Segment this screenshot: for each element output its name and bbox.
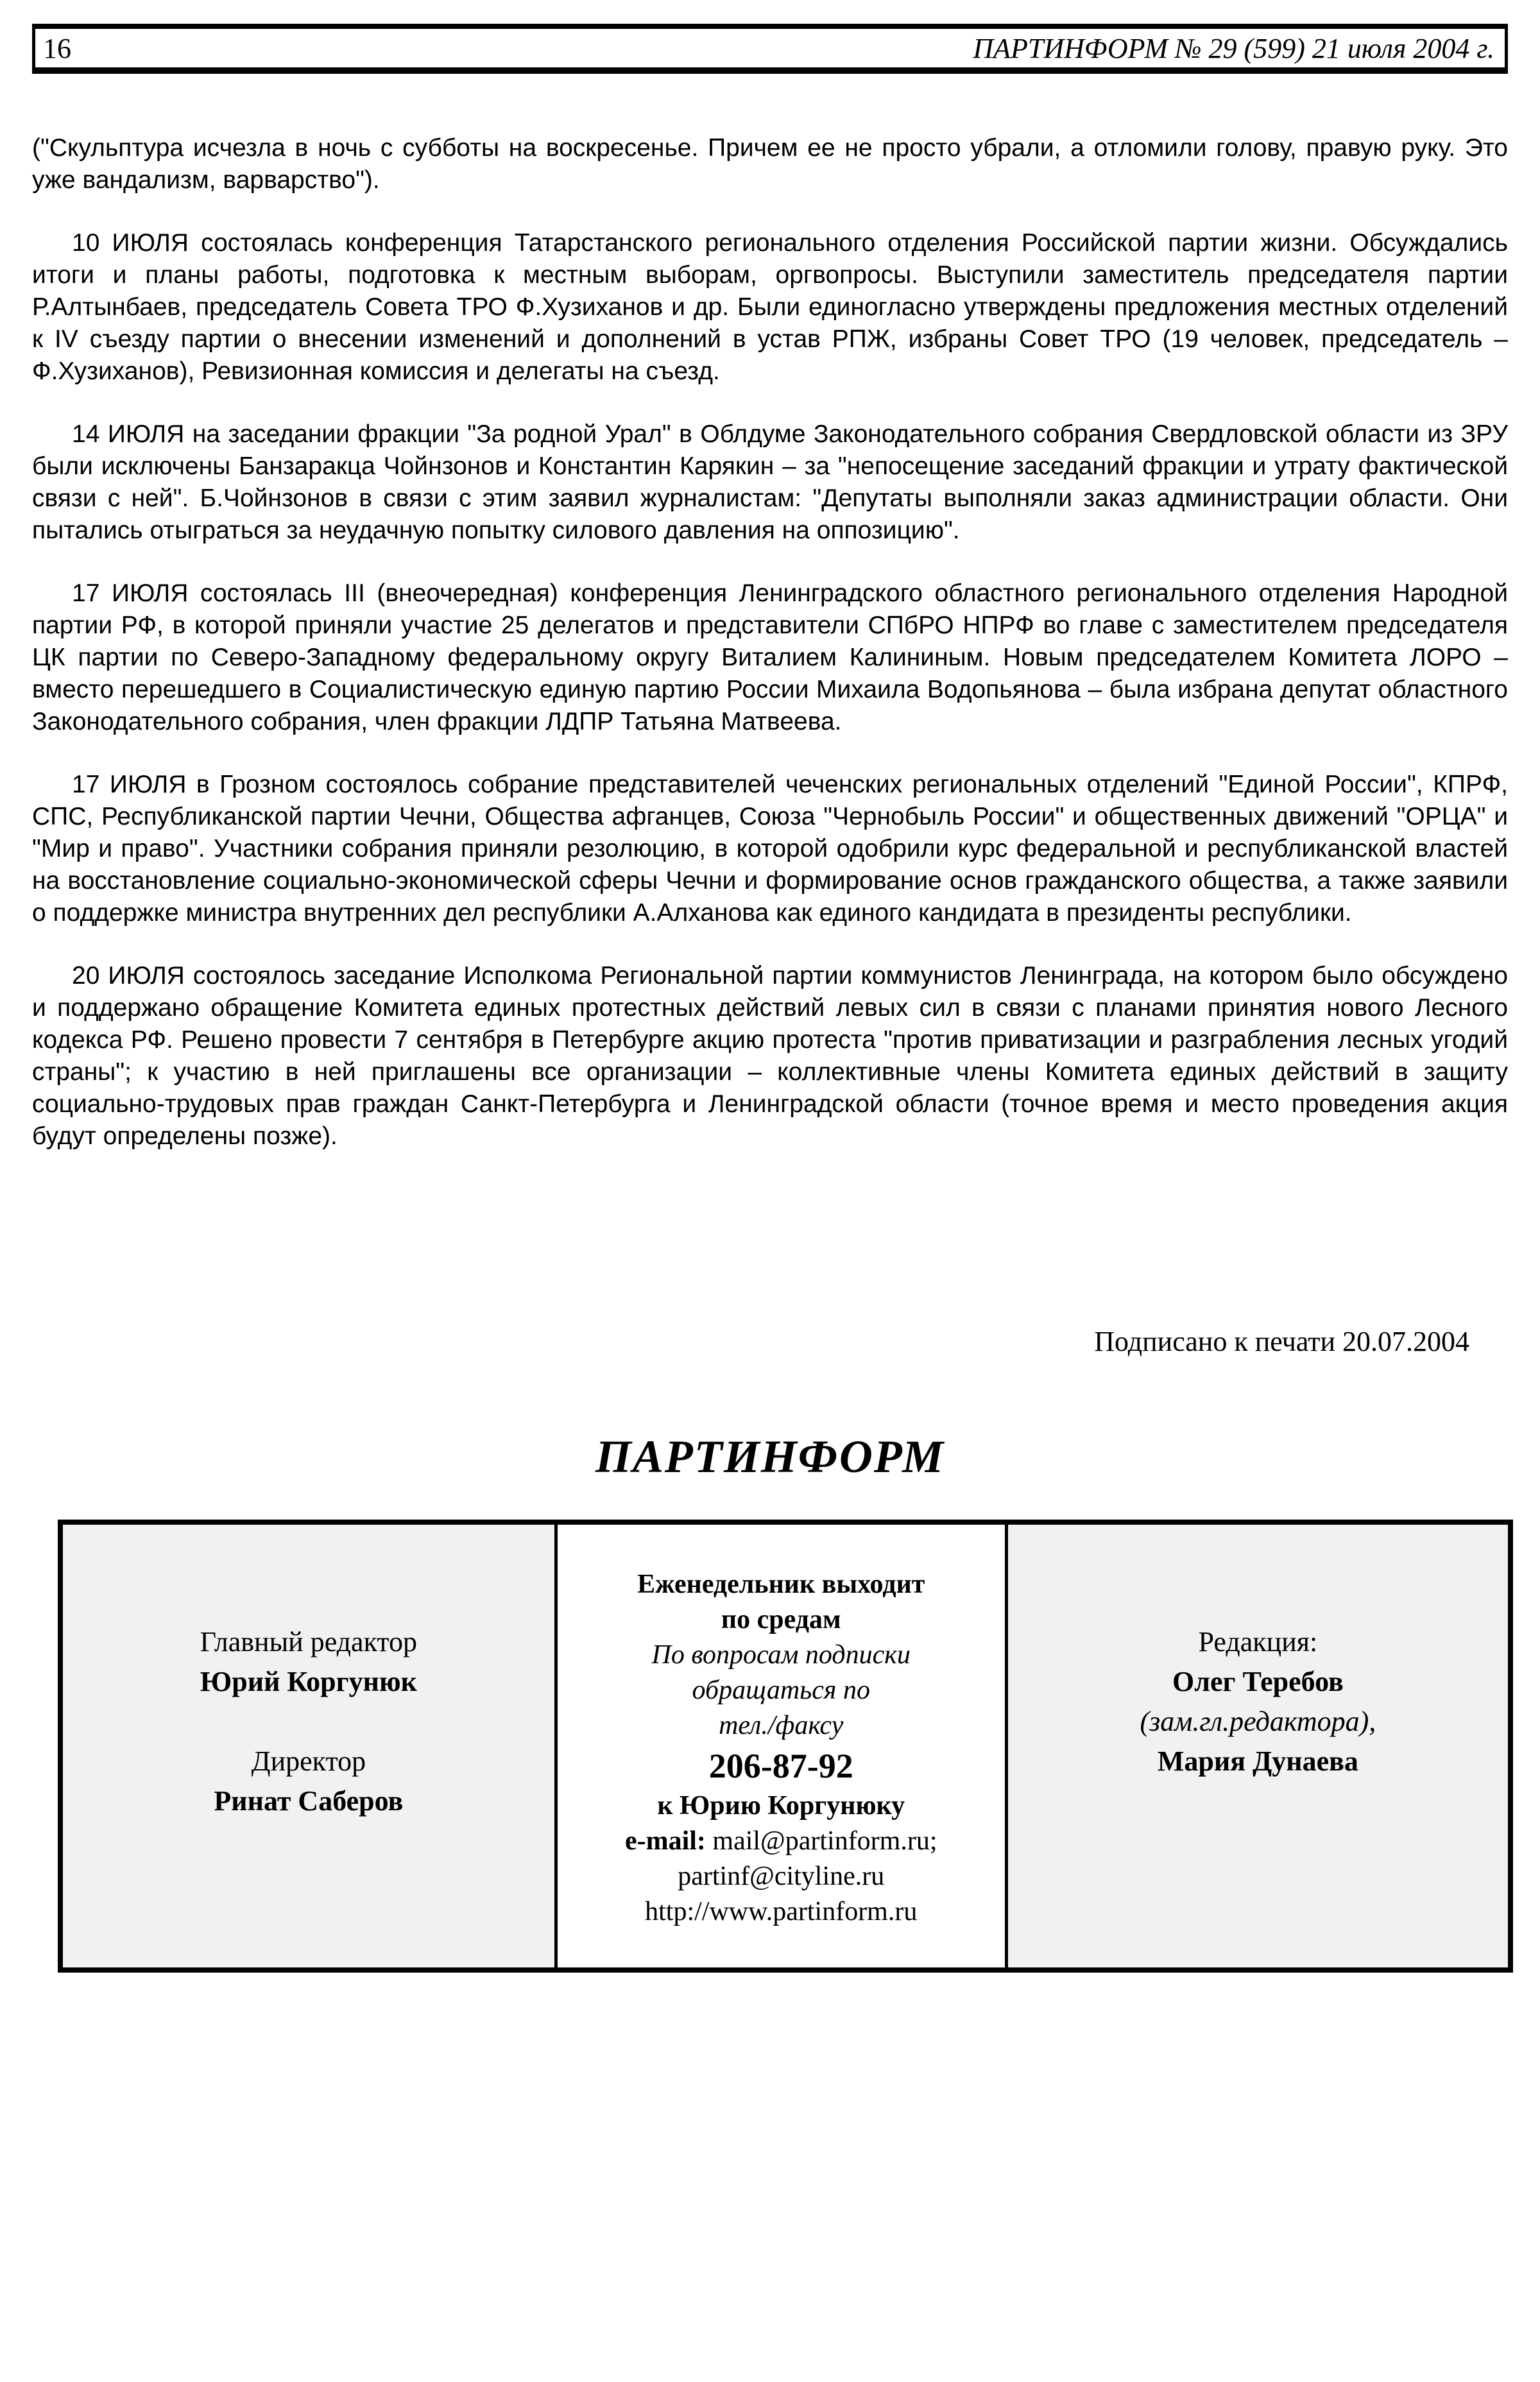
website-url: http://www.partinform.ru: [645, 1897, 918, 1926]
redaction-title: Редакция:: [1198, 1626, 1318, 1658]
footer-table: [58, 1520, 1513, 1973]
redaction-note: (зам.гл.редактора),: [1140, 1706, 1376, 1737]
paragraph-news-item: 14 ИЮЛЯ на заседании фракции "За родной Урал" в Облдуме Законодательного собрания Свердловской области из ЗРУ были исключены Банзаракца Чойнзонов и Константин Карякин – за "непосещение заседаний фракции и утрату фактической связи с ней". Б.Чойнзонов в связи с этим заявил журналистам: "Депутаты выполняли заказ администрации области. Они пытались отыграться за неудачную попытку силового давления на оппозицию".: [32, 420, 1508, 544]
paragraph-news-item: 20 ИЮЛЯ состоялось заседание Исполкома Региональной партии коммунистов Ленинграда, на котором было обсуждено и поддержано обращение Комитета единых протестных действий левых сил в связи с планами принятия нового Лесного кодекса РФ. Решено провести 7 сентября в Петербурге акцию протеста "против приватизации и разграбления лесных угодий страны"; к участию в ней приглашены все организации – коллективные члены Комитета единых действий в защиту социально-трудовых прав граждан Санкт-Петербурга и Ленинградской области (точное время и место проведения акция будут определены позже).: [32, 962, 1508, 1150]
print-signoff: Подписано к печати 20.07.2004: [1094, 1326, 1469, 1357]
director-role: Директор: [251, 1745, 366, 1777]
body-text: [32, 132, 1508, 1152]
page-header: [32, 24, 1508, 74]
email-address-secondary: partinf@cityline.ru: [678, 1862, 885, 1891]
contact-person: к Юрию Коргунюку: [657, 1791, 905, 1821]
email-line: [558, 1824, 1005, 1859]
redaction-name: Мария Дунаева: [1157, 1745, 1358, 1777]
subscription-line: обращаться по: [692, 1675, 870, 1705]
footer-cell-subscription: [554, 1525, 1008, 1967]
subscription-line: По вопросам подписки: [651, 1640, 911, 1670]
email-label: e-mail:: [624, 1826, 706, 1856]
editor-role: Главный редактор: [200, 1626, 418, 1658]
header-issue-title: ПАРТИНФОРМ № 29 (599) 21 июля 2004 г.: [973, 32, 1494, 64]
paragraph-news-item: 10 ИЮЛЯ состоялась конференция Татарстанского регионального отделения Российской партии жизни. Обсуждались итоги и планы работы, подготовка к местным выборам, оргвопросы. Выступили заместитель председателя партии Р.Алтынбаев, председатель Совета ТРО Ф.Хузиханов и др. Были единогласно утверждены предложения местных отделений к IV съезду партии о внесении изменений и дополнений в устав РПЖ, избраны Совет ТРО (19 человек, председатель – Ф.Хузиханов), Ревизионная комиссия и делегаты на съезд.: [32, 229, 1508, 385]
spacer: [63, 1702, 554, 1742]
footer-cell-redaction: [1008, 1525, 1508, 1967]
email-address: mail@partinform.ru;: [712, 1826, 937, 1856]
schedule-line: по средам: [721, 1605, 841, 1634]
footer-cell-editors: [63, 1525, 554, 1967]
masthead-title: ПАРТИНФОРМ: [595, 1431, 945, 1482]
schedule-line: Еженедельник выходит: [637, 1570, 925, 1599]
redaction-name: Олег Теребов: [1172, 1666, 1344, 1697]
paragraph-news-item: 17 ИЮЛЯ в Грозном состоялось собрание представителей чеченских региональных отделений "Единой России", КПРФ, СПС, Республиканской партии Чечни, Общества афганцев, Союза "Чернобыль России" и общественных движений "ОРЦА" и "Мир и право". Участники собрания приняли резолюцию, в которой одобрили курс федеральной и республиканской властей на восстановление социально-экономической сферы Чечни и формирование основ гражданского общества, а также заявили о поддержке министра внутренних дел республики А.Алханова как единого кандидата в президенты республики.: [32, 771, 1508, 927]
editor-name: Юрий Коргунюк: [200, 1666, 417, 1697]
paragraph-news-item: 17 ИЮЛЯ состоялась III (внеочередная) конференция Ленинградского областного регионального отделения Народной партии РФ, в которой приняли участие 25 делегатов и представители СПбРО НПРФ во главе с заместителем председателя ЦК партии по Северо-Западному федеральному округу Виталием Калининым. Новым председателем Комитета ЛОРО – вместо перешедшего в Социалистическую единую партию России Михаила Водопьянова – была избрана депутат областного Законодательного собрания, член фракции ЛДПР Татьяна Матвеева.: [32, 579, 1508, 735]
subscription-line: тел./факсу: [719, 1711, 844, 1740]
paragraph-continuation: ("Скульптура исчезла в ночь с субботы на воскресенье. Причем ее не просто убрали, а отломили голову, правую руку. Это уже вандализм, варварство").: [32, 134, 1508, 194]
phone-number: 206-87-92: [708, 1747, 853, 1785]
director-name: Ринат Саберов: [214, 1785, 404, 1817]
page-number: 16: [43, 32, 71, 64]
